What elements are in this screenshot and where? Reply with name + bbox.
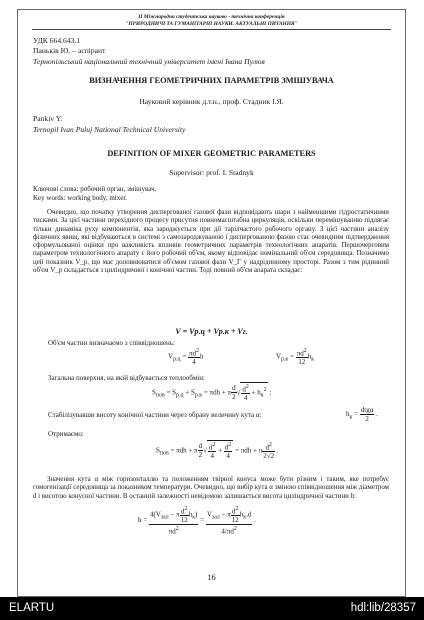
author-en: Pankiv Y. bbox=[33, 114, 63, 123]
footer-handle-link[interactable]: hdl:lib/28357 bbox=[350, 602, 416, 614]
header-divider bbox=[32, 29, 391, 30]
equation-surface: $S_{пов} = S_{р.ц} + S_{р.к} = \pi dh + \pi$ $\frac{d}{2}$ √ $\frac{d^2}{4}$ + $h_к^2$ ; bbox=[152, 384, 272, 403]
repository-footer bbox=[0, 597, 424, 620]
equation-total-volume: V = Vр.ц + Vр.к + Vг. bbox=[175, 327, 248, 336]
author-ua: Паньків Ю. – аспірант bbox=[33, 46, 106, 55]
paragraph-2: Значення кута α між горизонталлю та положенням твірної конуса може бути різним і таким, яке потребує гомогенізації середовища за показником температури. Очевидно, що вибір кута α зміною співвідношення між діаметром d і висотою конусної частини. В останній залежності невідомою залишається висота циліндричної частини h: bbox=[33, 476, 389, 500]
supervisor-en: Supervisor: prof. I. Stadnyk bbox=[169, 168, 254, 177]
paragraph-1: Очевидно, що початку утворення диспергованої газової фази відповідають шари з найменшими гідростатичними тисками. За цієї частини перехідного процесу присутня повномасштабна циркуляція, оскільки перемішуванню підлягає тільки динаміка руху компонентів, яка зароджується при дії тарілчастого робочого органу. З цієї частини аналізу фізичних явищ, які відбуваються в системі з самозароджуваною і диспергованою фазою стає очевидним підтвердження сформульованої оцінки про важливість впливів геометричних параметрів технологічних апаратів. Першочерговим параметром технологічного апарату є його робочий об'єм, якому відповідає номінальний об'єм середовища. Позначимо цей показник V_р, що має доповнюватися об'ємом газової фази V_Г у надрідинному просторі. Разом з тим рідинний об'єм V_р складається з циліндричної і конічної частин. Тоді повний об'єм апарата складає: bbox=[33, 209, 389, 275]
udc-code: УДК 664.643.1 bbox=[33, 36, 81, 45]
surface-label: Загальна поверхня, на якій відбувається теплообмін: bbox=[48, 374, 205, 382]
footer-left-label: ELARTU bbox=[9, 602, 55, 614]
keywords-en: Key words: working body, mixer. bbox=[33, 194, 128, 202]
keywords-ua: Ключові слова: робочий орган, змішувач. bbox=[33, 185, 157, 193]
cone-angle-label: Стабілізувавши висоту конічної частини через обрану величину кута α: bbox=[48, 411, 262, 419]
document-page bbox=[17, 9, 406, 597]
affiliation-ua: Тернопільський національний технічний університет імені Івана Пулюя bbox=[33, 57, 265, 66]
equation-volume-cylinder: $V_{р.ц}$ = $\frac{\pi d^2}{4}$ h bbox=[168, 348, 204, 367]
equation-cone-height: $h_к$ = $\frac{\text{dtgα}}{2}$ . bbox=[346, 406, 378, 423]
conference-header bbox=[18, 14, 405, 27]
equation-volume-cone: $V_{р.к}$ = $\frac{\pi d^2}{12}$ $h_к$ bbox=[276, 348, 315, 367]
volumes-label: Об'єм частин визначаємо з співвідношень: bbox=[48, 339, 175, 347]
supervisor-ua: Науковий керівник д.т.н., проф. Стадник І.Я. bbox=[139, 97, 284, 106]
conference-header-line1: ІІ Міжнародна студентська науково - технічна конференція bbox=[138, 14, 285, 20]
title-en: DEFINITION OF MIXER GEOMETRIC PARAMETERS bbox=[107, 149, 316, 158]
title-ua: ВИЗНАЧЕННЯ ГЕОМЕТРИЧНИХ ПАРАМЕТРІВ ЗМІШУВАЧА bbox=[89, 76, 334, 85]
result-label: Отримаємо: bbox=[48, 430, 84, 438]
equation-surface-result: $S_{пов} = \pi dh + \pi$ $\frac{d}{2}$ √ $\frac{d^2}{4}$ + $\frac{d^2}{4}$ = πdh + π $\frac{d^2}{2√2}$ . bbox=[156, 442, 279, 461]
page-number: 16 bbox=[207, 572, 216, 582]
conference-header-line2: "ПРИРОДНИЧІ ТА ГУМАНІТАРНІ НАУКИ. АКТУАЛЬНІ ПИТАННЯ" bbox=[125, 20, 298, 27]
equation-cylinder-height: h = $4(V_{зал} - \pi$ $\frac{d^2}{12}$ $h_к$) $\pi d^2$ = $V_{зал} - \pi$ $\frac{d^2}{12}$ $h_к,d$ $4/\pi d^2$ . bbox=[138, 506, 256, 536]
affiliation-en: Ternopil Ivan Puluj National Technical University bbox=[33, 125, 186, 134]
